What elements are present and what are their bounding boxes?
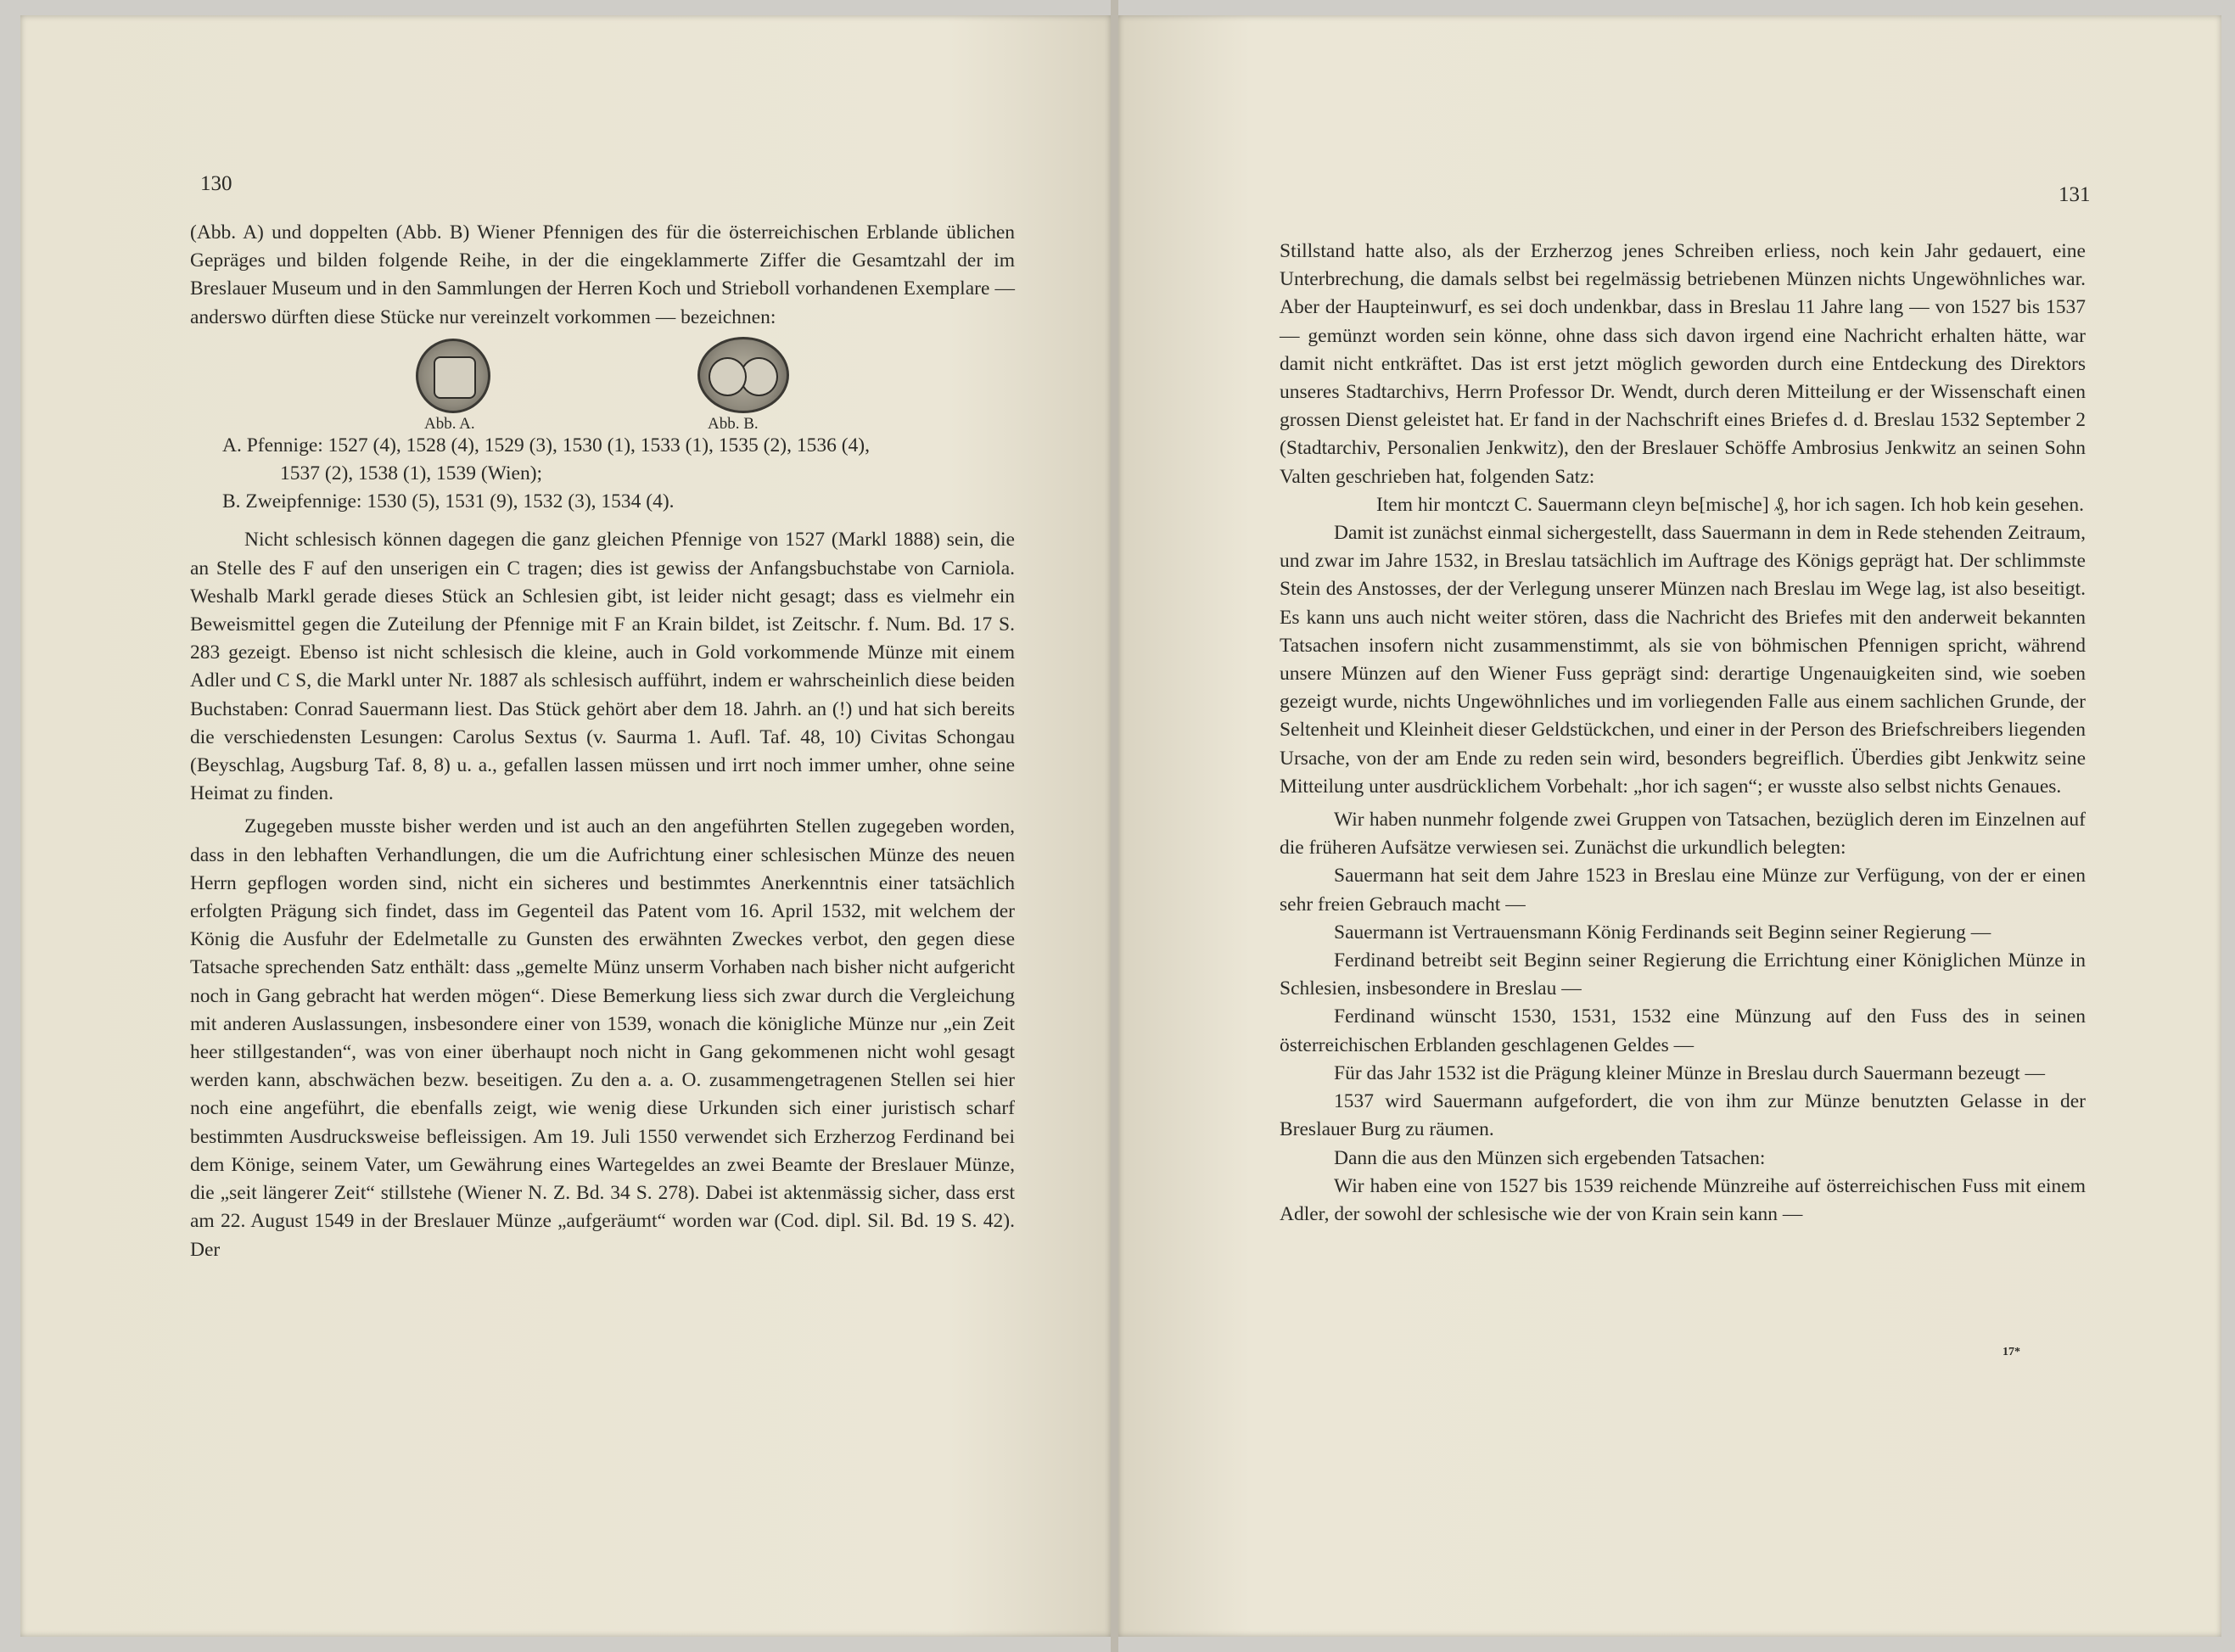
paragraph-1: Nicht schlesisch können dagegen die ganz gleichen Pfennige von 1527 (Markl 1888) sein, die an Stelle des F auf den unserigen ein C tragen; dies ist gewiss der Anfangsbuchstabe von Carniola. Weshalb Markl gerade dieses Stück an Schlesien gibt, ist leider nicht gesagt; dass es vielmehr ein Beweismittel gegen die Zuteilung der Pfennige mit F an Krain bildet, ist Zeitschr. f. Num. Bd. 17 S. 283 gezeigt. Ebenso ist nicht schlesisch die kleine, auch in Gold vorkommende Münze mit einem Adler und C S, die Markl unter Nr. 1887 als schlesisch aufführt, indem er wahrscheinlich diese beiden Buchstaben: Conrad Sauermann liest. Das Stück gehört aber dem 18. Jahrh. an (!) und hat sich bereits die verschiedensten Lesungen: Carolus Sextus (v. Saurma 1. Aufl. Taf. 48, 10) Civitas Schongau (Beyschlag, Augsburg Taf. 8, 8) u. a., gefallen lassen müssen und irrt noch immer umher, ohne seine Heimat zu finden. bbox=[190, 529, 1015, 805]
fact-item-1: Sauermann hat seit dem Jahre 1523 in Breslau eine Münze zur Verfügung, von der er einen sehr freien Gebrauch macht — bbox=[1280, 865, 2086, 916]
fact-item-6: 1537 wird Sauermann aufgefordert, die von ihm zur Münze benutzten Gelasse in der Breslauer Burg zu räumen. bbox=[1280, 1090, 2086, 1141]
list-a-continued: 1537 (2), 1538 (1), 1539 (Wien); bbox=[280, 462, 543, 485]
signature-mark: 17* bbox=[2003, 1346, 2020, 1358]
list-b: B. Zweipfennige: 1530 (5), 1531 (9), 1532 (3), 1534 (4). bbox=[222, 490, 675, 513]
gutter bbox=[1111, 0, 1118, 1652]
fact-item-5: Für das Jahr 1532 ist die Prägung kleiner Münze in Breslau durch Sauermann bezeugt — bbox=[1334, 1061, 2045, 1084]
left-page-text bbox=[190, 219, 1015, 1264]
quote: Item hir montczt C. Sauermann cleyn be[mische] ₰, hor ich sagen. Ich hob kein gesehen. bbox=[1376, 493, 2084, 516]
fact-item-7: Wir haben eine von 1527 bis 1539 reichende Münzreihe auf österreichischen Fuss mit einem Adler, der sowohl der schlesische wie der von Krain sein kann — bbox=[1280, 1174, 2086, 1225]
fact-item-2: Sauermann ist Vertrauensmann König Ferdinands seit Beginn seiner Regierung — bbox=[1334, 921, 1991, 944]
page-number-left: 130 bbox=[200, 172, 232, 195]
left-page bbox=[20, 15, 1111, 1637]
coin-b-image bbox=[697, 337, 789, 413]
paragraph-2-right: Damit ist zunächst einmal sichergestellt, dass Sauermann in dem in Rede stehenden Zeitraum, und zwar im Jahre 1532, in Breslau tatsächlich im Auftrage des Königs geprägt hat. Der schlimmste Stein des Anstosses, der der Verlegung unserer Münzen nach Breslau im Wege lag, ist also beseitigt. Es kann uns auch nicht weiter stören, dass die Nachricht des Briefes mit den anderweit bekannten Tatsachen insofern nicht zusammenstimmt, als sie von böhmischen Pfennigen spricht, während unsere Münzen auf den Wiener Fuss geprägt sind: derartige Ungenauigkeiten sind, wie soeben gezeigt wurde, nichts Ungewöhnliches und im vorliegenden Falle aus einem sachlichen Grunde, der Seltenheit und Kleinheit dieser Geldstückchen, und einer in der Person des Briefschreibers liegenden Ursache, von der am Ende zu reden sein wird, besonders begreiflich. Überdies gibt Jenkwitz seine Mitteilung unter ausdrücklichem Vorbehalt: „hor ich sagen“; er wusste also selbst nichts Genaues. bbox=[1280, 522, 2086, 798]
fact-item-4: Ferdinand wünscht 1530, 1531, 1532 eine Münzung auf den Fuss des in seinen österreichischen Erblanden geschlagenen Geldes — bbox=[1280, 1005, 2086, 1056]
coin-a-image bbox=[416, 339, 490, 413]
paragraph-4-right: Dann die aus den Münzen sich ergebenden Tatsachen: bbox=[1334, 1146, 1766, 1169]
coin-figures bbox=[190, 332, 1015, 432]
paragraph-2: Zugegeben musste bisher werden und ist auch an den angeführten Stellen zugegeben worden, dass in den lebhaften Verhandlungen, die um die Aufrichtung einer schlesischen Münze des neuen Herrn gepflogen worden sind, nicht ein sicheres und bestimmtes Anerkenntnis einer tatsächlich erfolgten Prägung sich findet, dass im Gegenteil das Patent vom 16. April 1532, mit welchem der König die Ausfuhr der Edelmetalle zu Gunsten des erwähnten Zweckes verbot, den gegen diese Tatsache sprechenden Satz enthält: dass „gemelte Münz unserm Vorhaben nach bisher nicht aufgericht noch in Gang gebracht hat werden mögen“. Diese Bemerkung liess sich zwar durch die Vergleichung mit anderen Auslassungen, insbesondere einer von 1539, wonach die königliche Münze nur „ein Zeit heer stillgestanden“, was von einer überhaupt noch nicht in Gang gekommenen nicht wohl gesagt werden kann, abschwächen bezw. beseitigen. Zu den a. a. O. zusammengetragenen Stellen sei hier noch eine angeführt, die ebenfalls zeigt, wie wenig diese Urkunden sich einer juristisch scharf bestimmten Ausdrucksweise befleissigen. Am 19. Juli 1550 verwendet sich Erzherzog Ferdinand bei dem Könige, seinem Vater, um Gewährung eines Wartegeldes an zwei Beamte der Breslauer Münze, die „seit längerer Zeit“ stillstehe (Wiener N. Z. Bd. 34 S. 278). Dabei ist aktenmässig sicher, dass erst am 22. August 1549 in der Breslauer Münze „aufgeräumt“ worden war (Cod. dipl. Sil. Bd. 19 S. 42). Der bbox=[190, 815, 1015, 1261]
fact-item-3: Ferdinand betreibt seit Beginn seiner Regierung die Errichtung einer Königlichen Münze in Schlesien, insbesondere in Breslau — bbox=[1280, 949, 2086, 1000]
figure-a-label: Abb. A. bbox=[424, 414, 475, 433]
list-a: A. Pfennige: 1527 (4), 1528 (4), 1529 (3), 1530 (1), 1533 (1), 1535 (2), 1536 (4), bbox=[222, 434, 870, 456]
page-number-right: 131 bbox=[2059, 183, 2091, 206]
intro-paragraph: (Abb. A) und doppelten (Abb. B) Wiener Pfennigen des für die österreichischen Erblande üblichen Gepräges und bilden folgende Reihe, in der die eingeklammerte Ziffer die Gesamtzahl der im Breslauer Museum und in den Sammlungen der Herren Koch und Strieboll vorhandenen Exemplare — anderswo dürften diese Stücke nur vereinzelt vorkommen — bezeichnen: bbox=[190, 221, 1015, 328]
paragraph-1-right: Stillstand hatte also, als der Erzherzog jenes Schreiben erliess, noch kein Jahr gedauert, eine Unterbrechung, die damals selbst bei regelmässig betriebenen Münzen nichts Ungewöhnliches war. Aber der Haupteinwurf, es sei doch undenkbar, dass in Breslau 11 Jahre lang — von 1527 bis 1537 — gemünzt worden sein könne, ohne dass sich davon irgend eine Nachricht erhalten hätte, war damit nicht entkräftet. Das ist erst jetzt möglich geworden durch eine Entdeckung des Direktors unseres Stadtarchivs, Herrn Professor Dr. Wendt, durch deren Mitteilung er der Wissenschaft einen grossen Dienst geleistet hat. Er fand in der Nachschrift eines Briefes d. d. Breslau 1532 September 2 (Stadtarchiv, Personalien Jenkwitz), den der Breslauer Schöffe Ambrosius Jenkwitz an seinen Sohn Valten geschrieben hat, folgenden Satz: bbox=[1280, 240, 2086, 488]
figure-b-label: Abb. B. bbox=[708, 414, 759, 433]
right-page-text bbox=[1280, 238, 2086, 1229]
right-page bbox=[1118, 15, 2221, 1637]
paragraph-3-right: Wir haben nunmehr folgende zwei Gruppen von Tatsachen, bezüglich deren im Einzelnen auf die früheren Aufsätze verwiesen sei. Zunächst die urkundlich belegten: bbox=[1280, 809, 2086, 860]
